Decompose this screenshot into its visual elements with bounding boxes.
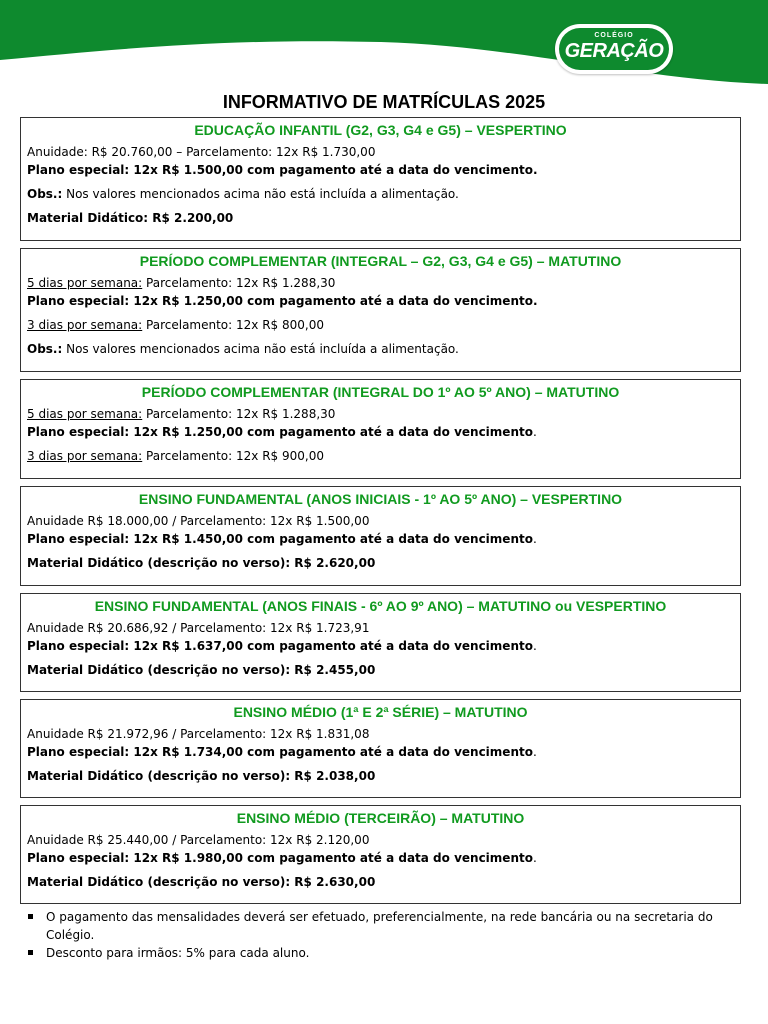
page-title: INFORMATIVO DE MATRÍCULAS 2025 [222,92,546,112]
material-price: Material Didático (descrição no verso): R$ 2.038,00 [27,769,376,783]
section-educacao-infantil [20,117,741,241]
obs-note: Obs.: Nos valores mencionados acima não está incluída a alimentação. [27,187,459,201]
annual-fee: Anuidade R$ 18.000,00 / Parcelamento: 12x R$ 1.500,00 [27,514,370,528]
option-5-days: 5 dias por semana: Parcelamento: 12x R$ 1.288,30 [27,407,336,421]
annual-fee: Anuidade R$ 21.972,96 / Parcelamento: 12x R$ 1.831,08 [27,727,370,741]
material-price: Material Didático (descrição no verso): R$ 2.620,00 [27,556,376,570]
special-plan: Plano especial: 12x R$ 1.734,00 com pagamento até a data do vencimento. [27,745,537,759]
school-logo [555,24,673,74]
bullet-square-icon [28,950,33,955]
option-3-days: 3 dias por semana: Parcelamento: 12x R$ 900,00 [27,449,324,463]
section-title: ENSINO MÉDIO (1ª E 2ª SÉRIE) – MATUTINO [233,704,528,720]
special-plan: Plano especial: 12x R$ 1.637,00 com pagamento até a data do vencimento. [27,639,537,653]
section-title: PERÍODO COMPLEMENTAR (INTEGRAL – G2, G3, G4 e G5) – MATUTINO [139,253,622,269]
section-title: ENSINO MÉDIO (TERCEIRÃO) – MATUTINO [236,810,525,826]
special-plan: Plano especial: 12x R$ 1.980,00 com pagamento até a data do vencimento. [27,851,537,865]
logo-top-text: COLÉGIO [594,32,634,39]
payment-note-text: O pagamento das mensalidades deverá ser efetuado, preferencialmente, na rede bancária ou na secretaria do Colégio. [46,910,713,942]
obs-note: Obs.: Nos valores mencionados acima não está incluída a alimentação. [27,342,459,356]
annual-fee: Anuidade R$ 20.686,92 / Parcelamento: 12x R$ 1.723,91 [27,621,370,635]
section-title: ENSINO FUNDAMENTAL (ANOS INICIAIS - 1º AO 5º ANO) – VESPERTINO [138,491,623,507]
material-price: Material Didático (descrição no verso): R$ 2.630,00 [27,875,376,889]
section-ensino-medio-1-2 [20,699,741,798]
section-periodo-complementar-infantil [20,248,741,372]
sibling-discount-text: Desconto para irmãos: 5% para cada aluno. [46,946,310,960]
section-fundamental-anos-finais [20,593,741,692]
section-title: ENSINO FUNDAMENTAL (ANOS FINAIS - 6º AO 9º ANO) – MATUTINO ou VESPERTINO [94,598,667,614]
special-plan: Plano especial: 12x R$ 1.250,00 com pagamento até a data do vencimento. [27,294,538,308]
special-plan: Plano especial: 12x R$ 1.250,00 com pagamento até a data do vencimento. [27,425,537,439]
section-periodo-complementar-fundamental [20,379,741,479]
section-ensino-medio-terceirao [20,805,741,904]
annual-fee: Anuidade: R$ 20.760,00 – Parcelamento: 12x R$ 1.730,00 [27,145,376,159]
logo-main-text: GERAÇÃO [564,40,664,62]
material-price: Material Didático (descrição no verso): R$ 2.455,00 [27,663,376,677]
section-title: EDUCAÇÃO INFANTIL (G2, G3, G4 e G5) – VESPERTINO [194,122,567,138]
special-plan: Plano especial: 12x R$ 1.500,00 com pagamento até a data do vencimento. [27,163,538,177]
section-fundamental-anos-iniciais [20,486,741,586]
material-price: Material Didático: R$ 2.200,00 [27,211,234,225]
section-title: PERÍODO COMPLEMENTAR (INTEGRAL DO 1º AO 5º ANO) – MATUTINO [141,384,620,400]
payment-note [26,908,746,944]
footer-notes [26,908,746,962]
bullet-square-icon [28,914,33,919]
special-plan: Plano especial: 12x R$ 1.450,00 com pagamento até a data do vencimento. [27,532,537,546]
sibling-discount-note [26,944,746,962]
annual-fee: Anuidade R$ 25.440,00 / Parcelamento: 12x R$ 2.120,00 [27,833,370,847]
option-3-days: 3 dias por semana: Parcelamento: 12x R$ 800,00 [27,318,324,332]
option-5-days: 5 dias por semana: Parcelamento: 12x R$ 1.288,30 [27,276,336,290]
header-banner [0,0,768,95]
